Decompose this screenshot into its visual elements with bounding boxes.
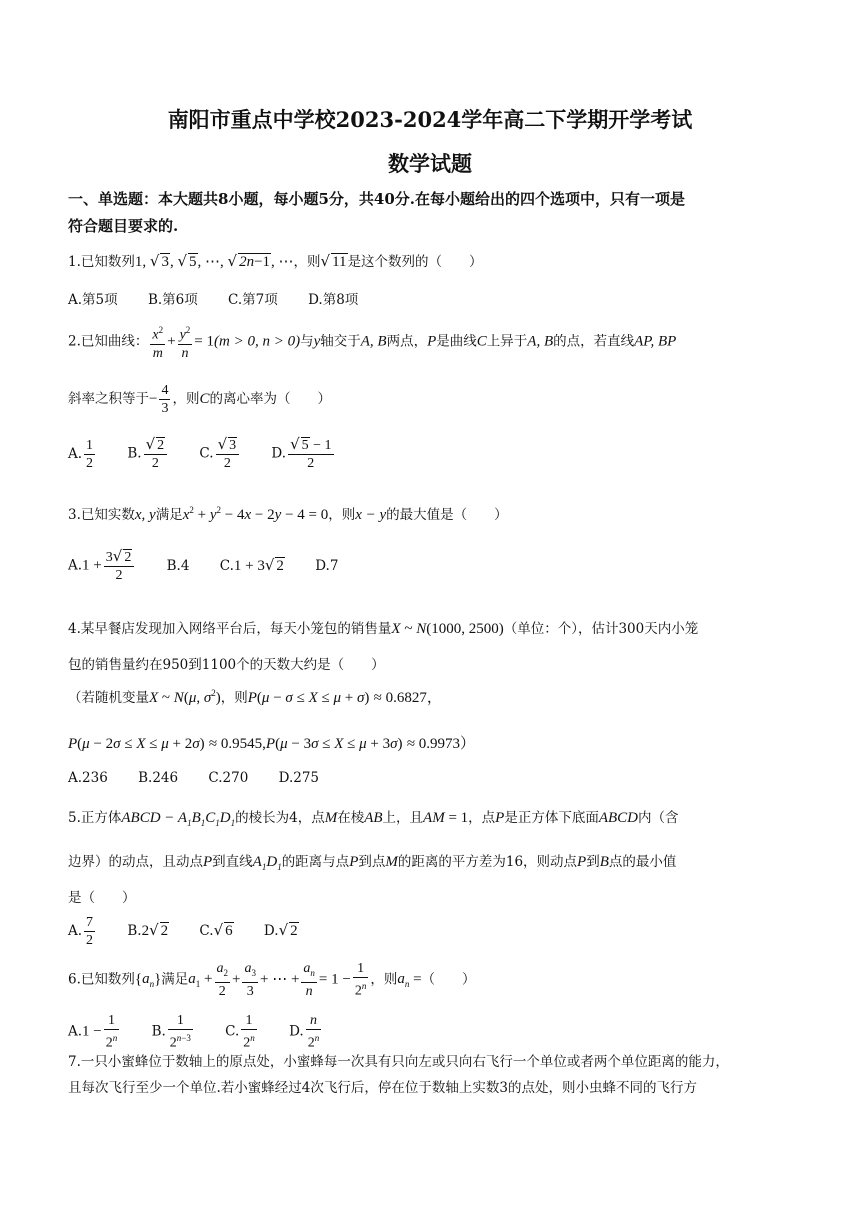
question-5-options xyxy=(68,914,798,949)
question-4-line3: （若随机变量X ~ N(μ, $\sigma^2$)，则P(μ − σ ≤ X ≤ μ + σ) ≈ 0.6827， xyxy=(68,688,442,706)
option-c: C.1 + 3√ 2 xyxy=(219,555,284,574)
option-a: A.236 xyxy=(68,770,108,786)
option-b: B.第6项 xyxy=(147,292,198,308)
option-a: A.第5项 xyxy=(68,292,118,308)
option-d: D.275 xyxy=(278,770,320,786)
option-a: A. $\frac{7}{2}$ xyxy=(68,915,94,948)
option-c: C.第7项 xyxy=(228,292,278,308)
option-d: D. $\frac{√ 5 - 1}{2}$ xyxy=(271,435,332,471)
option-d: D.7 xyxy=(315,557,339,574)
question-3-options xyxy=(68,548,798,584)
question-7: 7.一只小蜜蜂位于数轴上的原点处，小蜜蜂每一次具有只向左或只向右飞行一个单位或者两个单位距离的能力， xyxy=(68,1054,729,1070)
question-2-options xyxy=(68,436,798,472)
question-4-options xyxy=(68,770,798,786)
section-heading xyxy=(68,186,798,240)
question-1: 1.已知数列1, √ 3, √ 5, ⋯, √ 2n−1, ⋯，则√ 11是这个数列的（ ） xyxy=(68,252,483,270)
question-6-options xyxy=(68,1012,798,1052)
option-b: B.4 xyxy=(166,557,190,574)
exam-subtitle: 数学试题 xyxy=(388,151,472,176)
option-d: D. $\frac{n}{2^n}$ xyxy=(289,1013,320,1051)
option-c: C. $\frac{1}{2^n}$ xyxy=(225,1013,255,1051)
question-2-line2: 斜率之积等于− $\frac{4}{3}$ ，则C的离心率为（ ） xyxy=(68,383,331,416)
question-4: 4.某早餐店发现加入网络平台后，每天小笼包的销售量X ~ N(1000, 2500)（单位：个），估计300天内小笼 xyxy=(68,621,699,637)
question-4-line4: P(μ − 2σ ≤ X ≤ μ + 2σ) ≈ 0.9545,P(μ − 3σ ≤ X ≤ μ + 3σ) ≈ 0.9973） xyxy=(68,736,476,752)
option-a: A.1 + $\frac{3√ 2}{2}$ xyxy=(68,548,136,584)
section-heading-line1: 一、单选题：本大题共8小题，每小题5分，共40分.在每小题给出的四个选项中，只有一项是 xyxy=(68,190,685,208)
option-c: C.270 xyxy=(208,770,249,786)
section-heading-line2: 符合题目要求的. xyxy=(68,217,179,235)
question-3: 3.已知实数x, y满足$x^2 + y^2 - 4x - 2y - 4 = 0$，则x − y的最大值是（ ） xyxy=(68,505,508,523)
question-7-line2: 且每次飞行至少一个单位.若小蜜蜂经过4次飞行后，停在位于数轴上实数3的点处，则小虫蜂不同的飞行方 xyxy=(68,1080,697,1096)
question-6: 6.已知数列$\{a_n\}$满足$a_1$ + $\frac{a_2}{2}$ + $\frac{a_3}{3}$ + ⋯ + $\frac{a_n}{n}$ = 1 − $\frac{1}{2^n}$ ，则$a_n$ =（ ） xyxy=(68,961,476,999)
question-5-line3: 是（ ） xyxy=(68,890,136,906)
option-b: B.246 xyxy=(138,770,179,786)
question-1-options xyxy=(68,288,798,308)
question-2: 2.已知曲线： $\frac{x^2}{m}$ + $\frac{y^2}{n}$ = 1(m > 0, n > 0)与y轴交于A, B两点，P是曲线C上异于A, B的点，若直线AP, BP xyxy=(68,322,798,362)
question-5-line2: 边界）的动点，且动点P到直线$A_1D_1$的距离与点P到点M的距离的平方差为16，则动点P到B点的最小值 xyxy=(68,854,677,872)
option-a: A. $\frac{1}{2}$ xyxy=(68,437,94,471)
option-b: B. $\frac{1}{2^{n-3}}$ xyxy=(151,1013,191,1051)
option-b: B.2√ 2 xyxy=(127,921,169,939)
option-d: D.第8项 xyxy=(308,292,359,308)
question-4-line2: 包的销售量约在950到1100个的天数大约是（ ） xyxy=(68,657,385,673)
option-d: D.√ 2 xyxy=(263,921,298,939)
option-a: A.1 − $\frac{1}{2^n}$ xyxy=(68,1013,118,1051)
option-c: C.√ 6 xyxy=(199,921,233,939)
question-5: 5.正方体ABCD − $A_1B_1C_1D_1$的棱长为4，点M在棱AB上，且AM = 1，点P是正方体下底面ABCD内（含 xyxy=(68,810,679,828)
option-c: C. $\frac{√ 3}{2}$ xyxy=(199,436,241,472)
option-b: B. $\frac{√ 2}{2}$ xyxy=(127,436,169,472)
exam-title: 南阳市重点中学校2023-2024学年高二下学期开学考试 xyxy=(167,107,693,132)
